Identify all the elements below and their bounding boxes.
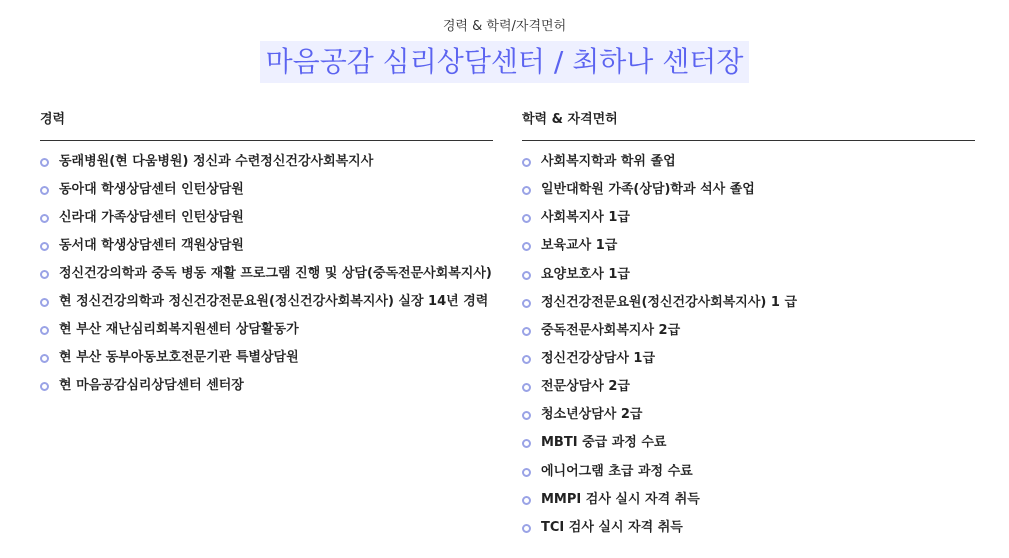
- list-item-text: 사회복지학과 학위 졸업: [541, 154, 676, 169]
- list-item: [40, 318, 493, 342]
- list-item-text: TCI 검사 실시 자격 취득: [541, 519, 683, 535]
- bullet-icon: [522, 468, 531, 477]
- bullet-icon: [522, 299, 531, 308]
- list-item: [40, 290, 493, 314]
- list-item: [522, 347, 975, 371]
- list-item: [522, 234, 975, 258]
- list-item: [522, 488, 975, 512]
- list-item-text: 신라대 가족상담센터 인턴상담원: [59, 210, 244, 225]
- list-item: [522, 178, 975, 202]
- list-item-text: 동아대 학생상담센터 인턴상담원: [59, 182, 244, 197]
- list-item-text: MBTI 중급 과정 수료: [541, 435, 667, 451]
- list-item-text: 현 부산 동부아동보호전문기관 특별상담원: [59, 350, 299, 365]
- list-item: [40, 178, 493, 202]
- list-item: [522, 206, 975, 230]
- list-item: [522, 460, 975, 484]
- list-item-text: 중독전문사회복지사 2급: [541, 322, 681, 338]
- list-item-text: 사회복지사 1급: [541, 210, 630, 226]
- bullet-icon: [522, 327, 531, 336]
- education-heading: 학력 & 자격면허: [522, 108, 975, 141]
- list-item-text: 청소년상담사 2급: [541, 407, 643, 423]
- page-title: 마음공감 심리상담센터 / 최하나 센터장: [260, 41, 750, 83]
- list-item: [40, 262, 493, 286]
- bullet-icon: [522, 242, 531, 251]
- list-item-text: 현 마음공감심리상담센터 센터장: [59, 378, 244, 393]
- bullet-icon: [40, 298, 49, 307]
- bullet-icon: [522, 355, 531, 364]
- list-item: [522, 150, 975, 174]
- list-item-text: 보육교사 1급: [541, 238, 618, 254]
- bullet-icon: [40, 186, 49, 195]
- bullet-icon: [40, 242, 49, 251]
- list-item: [522, 291, 975, 315]
- education-list: [522, 150, 975, 540]
- list-item: [522, 375, 975, 399]
- bullet-icon: [522, 186, 531, 195]
- bullet-icon: [522, 411, 531, 420]
- bullet-icon: [522, 524, 531, 533]
- list-item-text: 일반대학원 가족(상담)학과 석사 졸업: [541, 182, 755, 198]
- bullet-icon: [40, 158, 49, 167]
- list-item: [522, 319, 975, 343]
- bullet-icon: [522, 496, 531, 505]
- career-column: [40, 108, 493, 402]
- bullet-icon: [40, 382, 49, 391]
- bullet-icon: [522, 271, 531, 280]
- list-item: [522, 403, 975, 427]
- list-item: [40, 374, 493, 398]
- list-item: [40, 234, 493, 258]
- list-item: [522, 516, 975, 540]
- bullet-icon: [522, 214, 531, 223]
- career-heading: 경력: [40, 108, 493, 141]
- career-list: [40, 150, 493, 398]
- bullet-icon: [40, 354, 49, 363]
- bullet-icon: [40, 214, 49, 223]
- list-item: [40, 206, 493, 230]
- list-item-text: 요양보호사 1급: [541, 266, 630, 282]
- list-item-text: 정신건강상담사 1급: [541, 350, 656, 366]
- list-item-text: 정신건강전문요원(정신건강사회복지사) 1 급: [541, 294, 798, 310]
- education-column: [522, 108, 975, 544]
- section-eyebrow: 경력 & 학력/자격면허: [442, 19, 567, 34]
- list-item-text: 전문상담사 2급: [541, 379, 630, 395]
- bullet-icon: [40, 270, 49, 279]
- list-item-text: 현 정신건강의학과 정신건강전문요원(정신건강사회복지사) 실장 14년 경력: [59, 294, 489, 309]
- list-item-text: 에니어그램 초급 과정 수료: [541, 463, 693, 479]
- bullet-icon: [522, 158, 531, 167]
- list-item-text: MMPI 검사 실시 자격 취득: [541, 491, 700, 507]
- list-item-text: 현 부산 재난심리회복지원센터 상담활동가: [59, 322, 299, 337]
- list-item-text: 동래병원(현 다움병원) 정신과 수련정신건강사회복지사: [59, 154, 374, 169]
- title-wrap: [0, 41, 1009, 83]
- list-item-text: 정신건강의학과 중독 병동 재활 프로그램 진행 및 상담(중독전문사회복지사): [59, 266, 492, 281]
- bullet-icon: [522, 383, 531, 392]
- bullet-icon: [40, 326, 49, 335]
- list-item: [522, 263, 975, 287]
- list-item: [40, 346, 493, 370]
- bullet-icon: [522, 439, 531, 448]
- list-item: [522, 431, 975, 455]
- list-item-text: 동서대 학생상담센터 객원상담원: [59, 238, 244, 253]
- list-item: [40, 150, 493, 174]
